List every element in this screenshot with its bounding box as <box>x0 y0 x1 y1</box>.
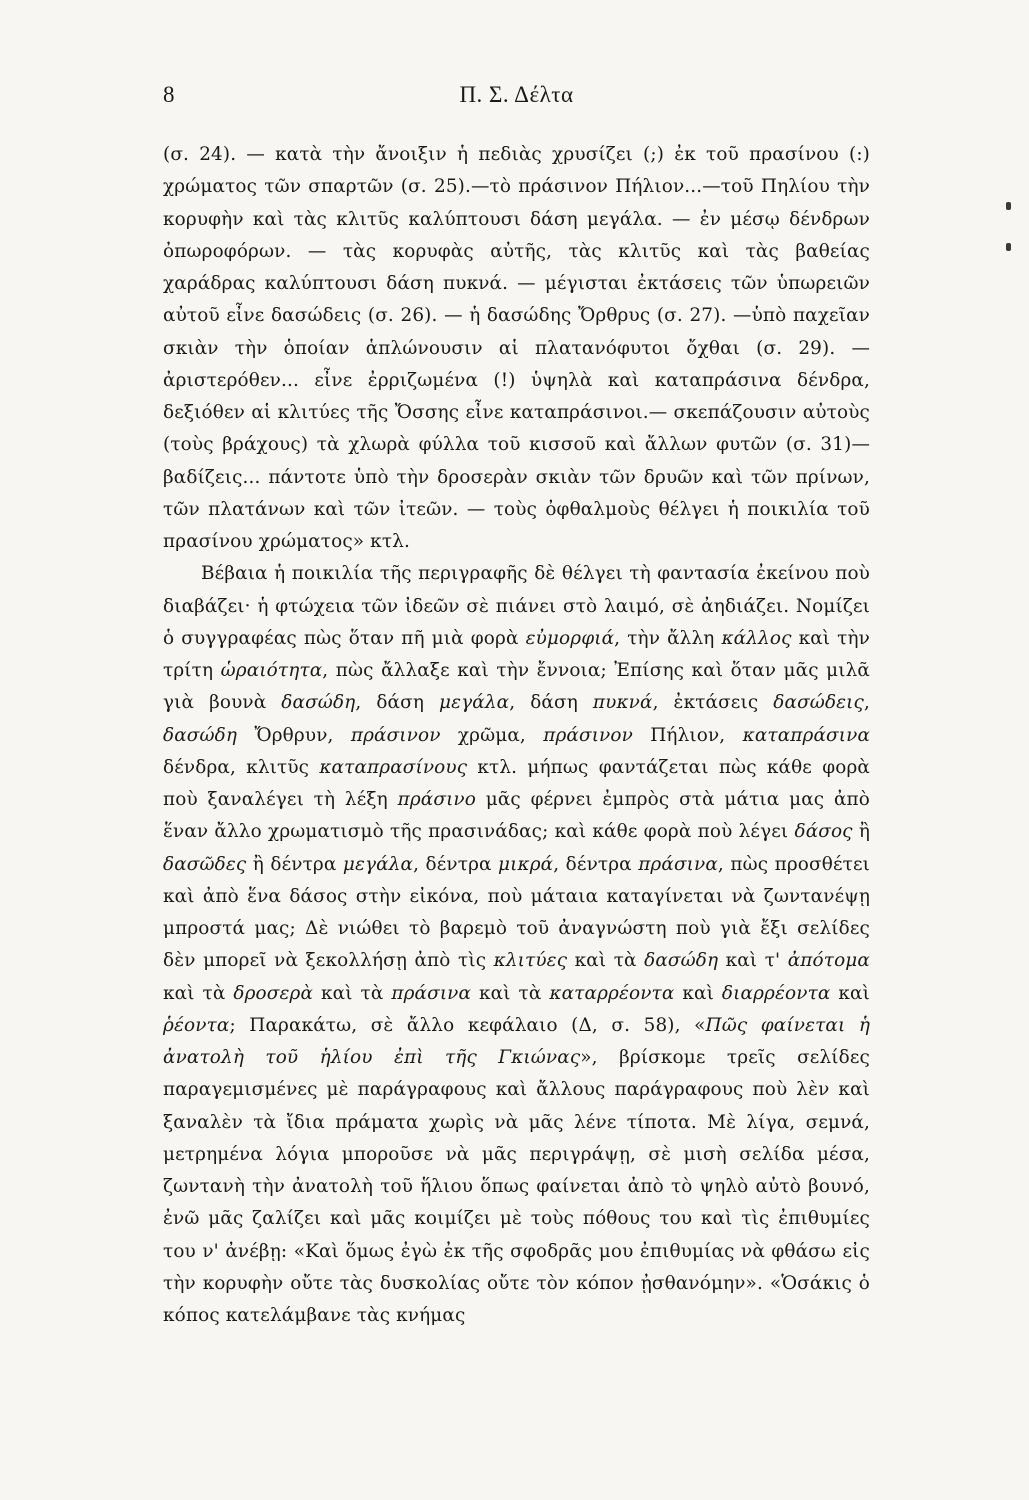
text-run: καὶ <box>830 982 870 1004</box>
italic-text: ἀπότομα <box>787 950 870 972</box>
text-run: Βέβαια ἡ ποικιλία τῆς περιγραφῆς δὲ θέλγει τὴ φαντασία ἐκείνου ποὺ διαβάζει· ἡ φτώχεια τῶν ἰδεῶν σὲ πιάνει στὸ λαιμό, σὲ ἀηδιάζει. Νομίζει ὁ συγγραφέας πὼς ὅταν πῆ μιὰ φορὰ <box>163 563 870 649</box>
paragraph <box>163 558 870 1332</box>
italic-text: μικρά <box>498 853 554 875</box>
text-run: , δέντρα <box>553 853 639 875</box>
italic-text: καταπρασίνους <box>319 756 468 778</box>
text-run: Ὄρθρυν, <box>237 724 351 746</box>
margin-mark <box>1006 243 1011 251</box>
text-run: καὶ τὰ <box>163 982 234 1004</box>
text-run: , πὼς προσθέτει καὶ ἀπὸ ἕνα δάσος στὴν εἰκόνα, ποὺ μάταια καταγίνεται νὰ ζωντανέψῃ μπροστά μας; Δὲ νιώθει τὸ βαρεμὸ τοῦ ἀναγνώστη ποὺ γιὰ ἔξι σελίδες δὲν μπορεῖ νὰ ξεκολλήσῃ ἀπὸ τὶς <box>163 853 870 972</box>
italic-text: καταρρέοντα <box>549 982 675 1004</box>
text-run: , δάση <box>355 692 439 714</box>
text-run: καὶ τὰ <box>471 982 550 1004</box>
running-head <box>163 82 870 116</box>
page-number: 8 <box>163 82 175 107</box>
text-run: , τὴν ἄλλη <box>614 627 722 649</box>
body-text <box>163 139 870 1332</box>
margin-mark <box>1006 202 1011 210</box>
italic-text: μεγάλα <box>439 692 510 714</box>
running-title: Π. Σ. Δέλτα <box>459 82 574 107</box>
italic-text: πυκνά <box>592 692 653 714</box>
italic-text: δάσος <box>794 821 853 843</box>
italic-text: ῥέοντα <box>163 1014 230 1036</box>
italic-text: πράσινον <box>543 724 633 746</box>
italic-text: ὡραιότητα <box>220 660 323 681</box>
text-run: », βρίσκομε τρεῖς σελίδες παραγεμισμένες μὲ παράγραφους καὶ ἄλλους παράγραφους ποὺ λὲν καὶ ξαναλὲν τὰ ἴδια πράματα χωρὶς νὰ μᾶς λένε τίποτα. Μὲ λίγα, σεμνά, μετρημένα λόγια μποροῦσε νὰ μᾶς περιγράψῃ, σὲ μισὴ σελίδα μέσα, ζωντανὴ τὴν ἀνατολὴ τοῦ ἥλιου ὅπως φαίνεται ἀπὸ τὸ ψηλὸ αὐτὸ βουνό, ἐνῶ μᾶς ζαλίζει καὶ μᾶς κοιμίζει μὲ τοὺς πόθους του καὶ τὶς ἐπιθυμίες του ν' ἀνέβῃ: «Καὶ ὅμως ἐγὼ ἐκ τῆς σφοδρᾶς μου ἐπιθυμίας νὰ φθάσω εἰς τὴν κορυφὴν οὔτε τὰς δυσκολίας οὔτε τὸν κόπον ᾐσθανόμην». «Ὁσάκις ὁ κόπος κατελάμβανε τὰς κνήμας <box>163 1047 870 1326</box>
text-run: (σ. 24). — κατὰ τὴν ἄνοιξιν ἡ πεδιὰς χρυσίζει (;) ἐκ τοῦ πρασίνου (:) χρώματος τῶν σπαρτῶν (σ. 25).—τὸ πράσινον Πήλιον...—τοῦ Πηλίου τὴν κορυφὴν καὶ τὰς κλιτῦς καλύπτουσι δάση μεγάλα. — ἐν μέσῳ δένδρων ὀπωροφόρων. — τὰς κορυφὰς αὐτῆς, τὰς κλιτῦς καὶ τὰς βαθείας χαράδρας καλύπτουσι δάση πυκνά. — μέγισται ἐκτάσεις τῶν ὑπωρειῶν αὐτοῦ εἶνε δασώδεις (σ. 26). — ἡ δασώδης Ὄρθρυς (σ. 27). —ὑπὸ παχεῖαν σκιὰν τὴν ὁποίαν ἁπλώνουσιν αἱ πλατανόφυτοι ὄχθαι (σ. 29). — ἀριστερόθεν... εἶνε ἐρριζωμένα (!) ὑψηλὰ καὶ καταπράσινα δένδρα, δεξιόθεν αἱ κλιτύες τῆς Ὄσσης εἶνε καταπράσινοι.— σκεπάζουσιν αὐτοὺς (τοὺς βράχους) τὰ χλωρὰ φύλλα τοῦ κισσοῦ καὶ ἄλλων φυτῶν (σ. 31)— βαδίζεις... πάντοτε ὑπὸ τὴν δροσερὰν σκιὰν τῶν δρυῶν καὶ τῶν πρίνων, τῶν πλατάνων καὶ τῶν ἰτεῶν. — τοὺς ὀφθαλμοὺς θέλγει ἡ ποικιλία τοῦ πρασίνου χρώματος» κτλ. <box>163 144 870 552</box>
italic-text: δροσερὰ <box>233 982 314 1004</box>
italic-text: δασώδη <box>281 692 356 714</box>
italic-text: εὐμορφιά <box>525 627 615 649</box>
text-run: μᾶς φέρνει ἐμπρὸς στὰ μάτια μας ἀπὸ ἕναν ἄλλο χρωματισμὸ τῆς πρασινάδας; καὶ κάθε φορὰ ποὺ λέγει <box>163 789 870 843</box>
text-run: , <box>864 692 870 714</box>
text-run: , δάση <box>509 692 593 714</box>
text-run: ἢ δέντρα <box>246 853 343 875</box>
text-run: , ἐκτάσεις <box>652 692 774 714</box>
text-run: χρῶμα, <box>440 724 544 746</box>
italic-text: πράσινα <box>391 982 472 1004</box>
text-run: , δέντρα <box>413 853 499 875</box>
text-run: καὶ τ' <box>718 950 788 972</box>
italic-text: δασώδη <box>644 950 719 972</box>
italic-text: κάλλος <box>721 627 792 649</box>
paragraph <box>163 139 870 558</box>
italic-text: διαρρέοντα <box>721 982 831 1004</box>
italic-text: πράσινο <box>397 789 476 810</box>
italic-text: δασώδεις <box>773 692 864 714</box>
text-run: καὶ τὰ <box>567 950 645 972</box>
text-run: δένδρα, κλιτῦς <box>163 756 320 778</box>
text-run: Πήλιον, <box>632 724 743 746</box>
italic-text: Πῶς φαίνεται ἡ ἀνατολὴ τοῦ ἡλίου ἐπὶ τῆς Γκιώνας <box>163 1014 870 1068</box>
text-run: καὶ τὰ <box>313 982 392 1004</box>
italic-text: καταπράσινα <box>742 724 871 746</box>
italic-text: δασώδη <box>163 724 238 746</box>
text-run: κτλ. μήπως φαντάζεται πὼς κάθε φορὰ ποὺ ξαναλέγει τὴ λέξη <box>163 756 870 810</box>
text-run: καὶ τὴν τρίτη <box>163 627 871 681</box>
italic-text: πράσινα <box>638 853 718 875</box>
text-run: καὶ <box>674 982 722 1004</box>
italic-text: πράσινον <box>350 724 441 746</box>
italic-text: δασῶδες <box>163 853 247 875</box>
italic-text: μεγάλα <box>342 853 414 875</box>
text-run: ; Παρακάτω, σὲ ἄλλο κεφάλαιο (Δ, σ. 58), « <box>229 1014 706 1036</box>
text-run: , πὼς ἄλλαξε καὶ τὴν ἔννοια; Ἐπίσης καὶ ὅταν μᾶς μιλᾶ γιὰ βουνὰ <box>163 660 870 714</box>
text-run: ἢ <box>852 821 870 843</box>
italic-text: κλιτύες <box>493 950 568 972</box>
